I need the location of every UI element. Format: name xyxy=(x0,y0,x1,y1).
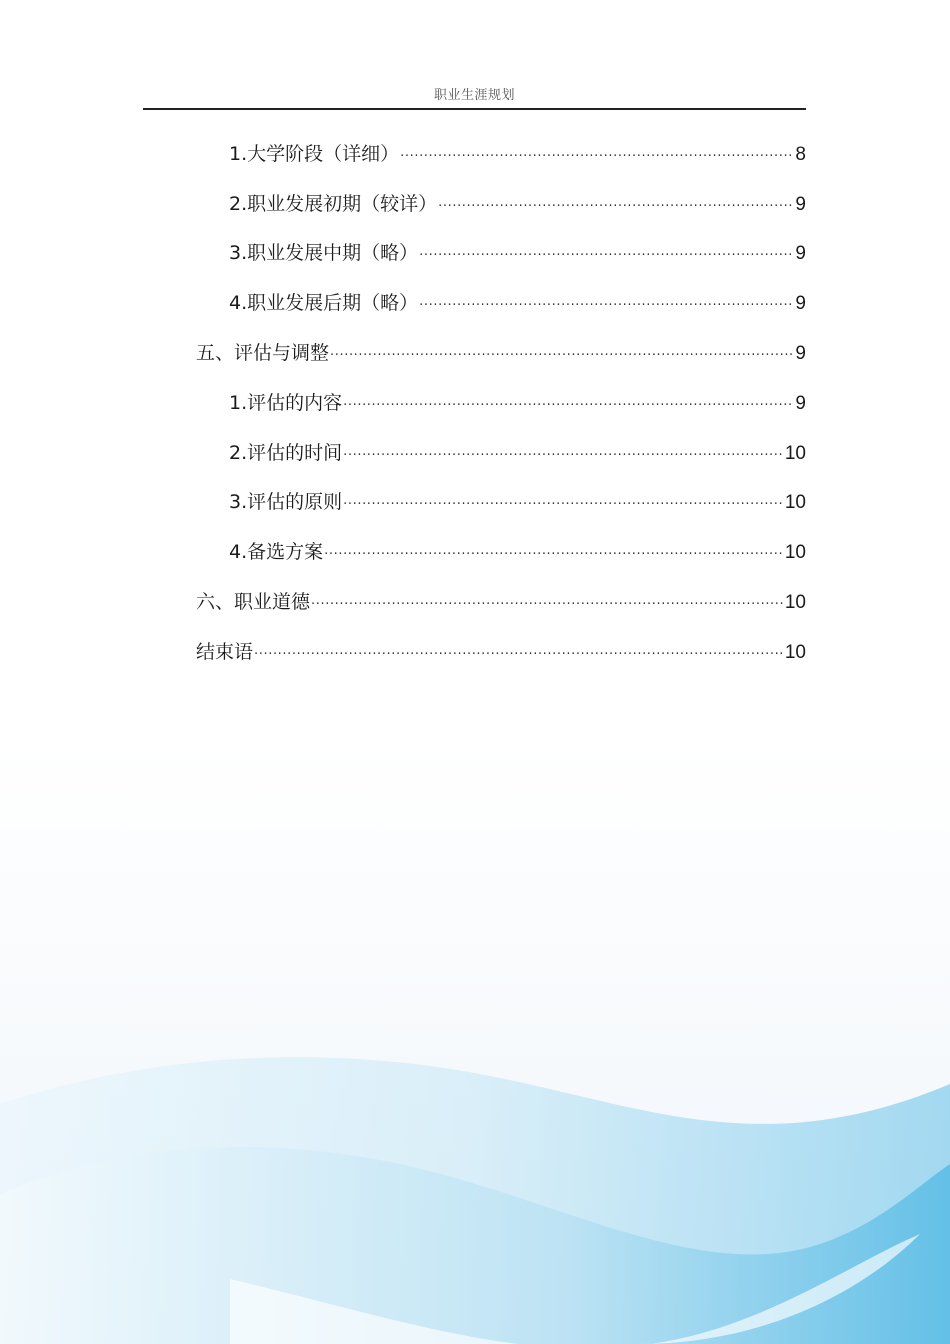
toc-leader-dots xyxy=(343,488,784,508)
toc-entry-page: 9 xyxy=(795,343,806,364)
toc-entry[interactable] xyxy=(229,487,806,515)
toc-entry-page: 9 xyxy=(795,243,806,264)
toc-entry-page: 10 xyxy=(784,443,806,464)
toc-entry-page: 8 xyxy=(795,144,806,165)
page-header-title: 职业生涯规划 xyxy=(433,88,515,103)
toc-entry-title: 3.职业发展中期（略） xyxy=(229,242,419,264)
toc-leader-dots xyxy=(419,239,794,259)
toc-entry-title: 六、职业道德 xyxy=(196,591,311,613)
toc-entry[interactable] xyxy=(229,139,806,167)
decorative-wave-footer xyxy=(0,1044,950,1344)
toc-entry-page: 10 xyxy=(784,592,806,613)
toc-entry[interactable] xyxy=(229,438,806,466)
toc-entry[interactable] xyxy=(229,288,806,316)
toc-entry[interactable] xyxy=(196,587,806,615)
toc-entry-title: 1.评估的内容 xyxy=(229,392,343,414)
toc-leader-dots xyxy=(343,389,794,409)
toc-leader-dots xyxy=(311,588,784,608)
toc-entry-page: 9 xyxy=(795,393,806,414)
toc-entry[interactable] xyxy=(229,388,806,416)
toc-leader-dots xyxy=(324,538,784,558)
toc-leader-dots xyxy=(330,339,794,359)
toc-entry-page: 10 xyxy=(784,542,806,563)
toc-entry-page: 9 xyxy=(795,194,806,215)
toc-entry-title: 五、评估与调整 xyxy=(196,342,330,364)
toc-entry-title: 4.职业发展后期（略） xyxy=(229,292,419,314)
toc-entry-title: 4.备选方案 xyxy=(229,541,324,563)
toc-entry-page: 10 xyxy=(784,492,806,513)
toc-entry[interactable] xyxy=(196,338,806,366)
toc-entry-title: 1.大学阶段（详细） xyxy=(229,143,400,165)
toc-entry[interactable] xyxy=(196,637,806,665)
toc-leader-dots xyxy=(438,190,794,210)
toc-entry[interactable] xyxy=(229,238,806,266)
toc-entry[interactable] xyxy=(229,537,806,565)
toc-entry-title: 2.评估的时间 xyxy=(229,442,343,464)
header-divider xyxy=(143,108,806,110)
toc-entry-page: 9 xyxy=(795,293,806,314)
toc-leader-dots xyxy=(254,638,784,658)
toc-entry[interactable] xyxy=(229,189,806,217)
toc-entry-title: 2.职业发展初期（较详） xyxy=(229,193,438,215)
toc-entry-title: 结束语 xyxy=(196,641,254,663)
toc-leader-dots xyxy=(400,140,794,160)
toc-leader-dots xyxy=(343,439,784,459)
toc-entry-title: 3.评估的原则 xyxy=(229,491,343,513)
toc-entry-page: 10 xyxy=(784,642,806,663)
toc-leader-dots xyxy=(419,289,794,309)
